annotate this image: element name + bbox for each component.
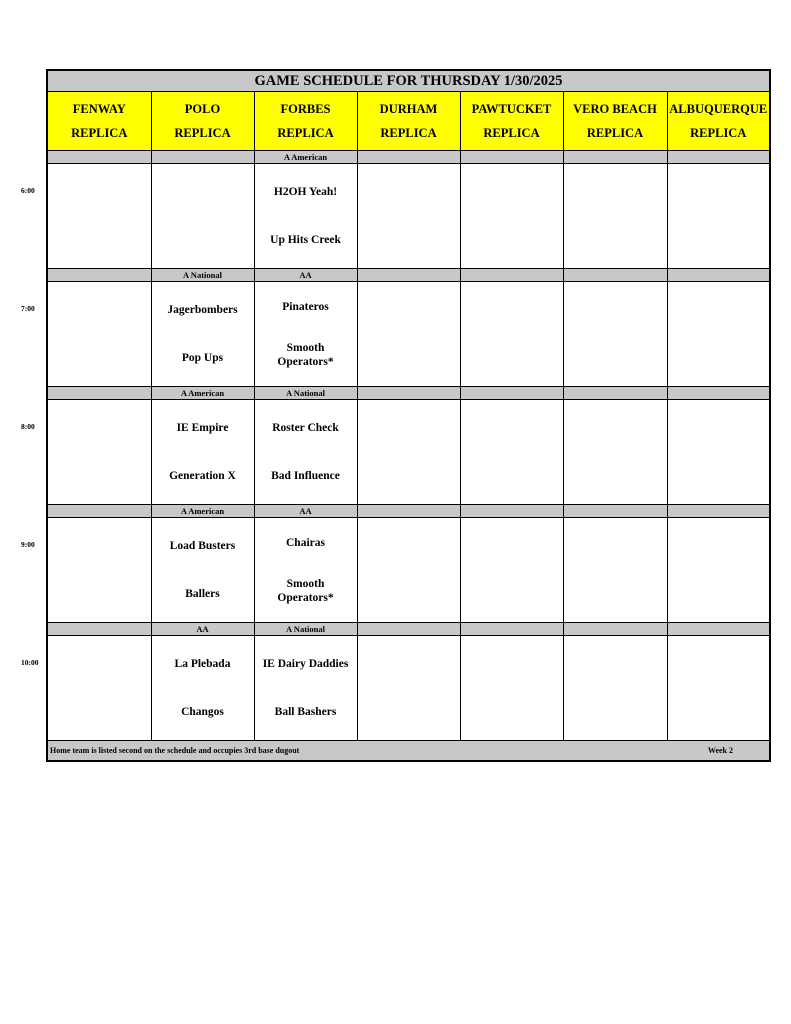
division-label: [460, 387, 563, 400]
time-label: 9:00: [21, 539, 35, 549]
venue-header-albuquerque: [667, 92, 770, 151]
venue-header-row: [47, 92, 770, 151]
home-team: Up Hits Creek: [270, 234, 341, 246]
game-cell: [667, 282, 770, 387]
division-label: [667, 387, 770, 400]
game-row: [47, 636, 770, 741]
away-team: Pinateros: [282, 300, 329, 313]
division-label: A American: [254, 151, 357, 164]
away-team: IE Empire: [176, 422, 229, 434]
game-cell: [357, 282, 460, 387]
time-label: 8:00: [21, 421, 35, 431]
schedule-table: [46, 69, 771, 762]
away-team: H2OH Yeah!: [273, 186, 338, 198]
game-row: [47, 164, 770, 269]
home-team: Bad Influence: [271, 470, 340, 482]
division-label: [47, 387, 151, 400]
footer-row: [47, 741, 770, 762]
venue-header-durham: [357, 92, 460, 151]
division-label: [667, 623, 770, 636]
venue-header-fenway: [47, 92, 151, 151]
game-cell: [667, 636, 770, 741]
venue-sub: REPLICA: [690, 126, 747, 140]
game-cell: [357, 400, 460, 505]
division-row: [47, 151, 770, 164]
venue-name: FENWAY: [72, 102, 126, 116]
game-cell: [47, 518, 151, 623]
division-row: [47, 505, 770, 518]
division-label: [357, 269, 460, 282]
away-team: Load Busters: [169, 540, 236, 552]
home-team: Generation X: [169, 470, 236, 482]
venue-name: POLO: [184, 102, 221, 116]
home-team: Ball Bashers: [274, 706, 337, 718]
game-cell: [563, 400, 667, 505]
game-cell: [667, 400, 770, 505]
game-cell: [563, 282, 667, 387]
game-row: [47, 282, 770, 387]
game-cell: [357, 164, 460, 269]
division-label: A American: [151, 387, 254, 400]
division-label: [460, 269, 563, 282]
division-label: [357, 387, 460, 400]
game-cell: [460, 518, 563, 623]
division-label: A National: [254, 387, 357, 400]
venue-header-pawtucket: [460, 92, 563, 151]
venue-name: DURHAM: [379, 102, 438, 116]
game-cell: [47, 400, 151, 505]
venue-sub: REPLICA: [174, 126, 231, 140]
division-label: [460, 505, 563, 518]
division-label: [357, 505, 460, 518]
game-cell: [254, 518, 357, 623]
venue-sub: REPLICA: [586, 126, 644, 140]
game-cell: [151, 518, 254, 623]
division-row: [47, 269, 770, 282]
venue-sub: REPLICA: [380, 126, 437, 140]
away-team: Roster Check: [272, 422, 339, 434]
week-label: Week 2: [707, 746, 733, 755]
away-team: IE Dairy Daddies: [262, 658, 349, 670]
game-cell: [47, 164, 151, 269]
division-label: [563, 151, 667, 164]
game-cell: [460, 282, 563, 387]
division-label: [563, 505, 667, 518]
venue-name: PAWTUCKET: [471, 102, 552, 116]
venue-header-vero-beach: [563, 92, 667, 151]
venue-header-forbes: [254, 92, 357, 151]
division-label: [667, 505, 770, 518]
game-cell: [357, 518, 460, 623]
division-label: [47, 269, 151, 282]
game-cell: [460, 164, 563, 269]
home-team: Ballers: [185, 588, 220, 600]
time-label: 10:00: [21, 657, 39, 667]
game-cell: [47, 636, 151, 741]
venue-name: VERO BEACH: [573, 102, 657, 116]
footer-note: Home team is listed second on the schedule and occupies 3rd base dugout: [50, 746, 300, 755]
time-label: 6:00: [21, 185, 35, 195]
division-label: AA: [151, 623, 254, 636]
division-label: [151, 151, 254, 164]
game-cell: [563, 164, 667, 269]
venue-sub: REPLICA: [71, 126, 128, 140]
division-label: A National: [254, 623, 357, 636]
game-cell: [254, 282, 357, 387]
division-label: AA: [254, 269, 357, 282]
game-cell: [151, 164, 254, 269]
away-team: Chairas: [286, 536, 325, 549]
game-cell: [667, 518, 770, 623]
division-row: [47, 387, 770, 400]
venue-name: ALBUQUERQUE: [669, 102, 768, 116]
schedule-title: GAME SCHEDULE FOR THURSDAY 1/30/2025: [47, 70, 770, 92]
division-label: [667, 269, 770, 282]
game-cell: [563, 636, 667, 741]
division-label: AA: [254, 505, 357, 518]
game-row: [47, 518, 770, 623]
away-team: La Plebada: [174, 658, 231, 670]
division-label: A American: [151, 505, 254, 518]
footer-cell: [47, 741, 770, 762]
venue-header-polo: [151, 92, 254, 151]
game-cell: [254, 164, 357, 269]
game-cell: [460, 400, 563, 505]
game-cell: [151, 282, 254, 387]
home-team: Pop Ups: [181, 352, 224, 364]
game-cell: [47, 282, 151, 387]
home-team: Smooth Operators*: [277, 577, 334, 604]
division-label: [47, 623, 151, 636]
division-row: [47, 623, 770, 636]
venue-name: FORBES: [280, 102, 331, 116]
division-label: [667, 151, 770, 164]
game-cell: [254, 400, 357, 505]
away-team: Jagerbombers: [167, 304, 238, 316]
time-label: 7:00: [21, 303, 35, 313]
division-label: [47, 151, 151, 164]
division-label: [357, 623, 460, 636]
division-label: [563, 623, 667, 636]
game-cell: [667, 164, 770, 269]
game-cell: [357, 636, 460, 741]
game-row: [47, 400, 770, 505]
venue-sub: REPLICA: [483, 126, 540, 140]
division-label: [563, 387, 667, 400]
game-cell: [460, 636, 563, 741]
division-label: [460, 151, 563, 164]
division-label: A National: [151, 269, 254, 282]
division-label: [47, 505, 151, 518]
venue-sub: REPLICA: [277, 126, 334, 140]
division-label: [357, 151, 460, 164]
home-team: Changos: [181, 706, 224, 718]
game-cell: [563, 518, 667, 623]
division-label: [460, 623, 563, 636]
game-cell: [151, 636, 254, 741]
home-team: Smooth Operators*: [277, 341, 334, 368]
game-cell: [151, 400, 254, 505]
division-label: [563, 269, 667, 282]
game-cell: [254, 636, 357, 741]
